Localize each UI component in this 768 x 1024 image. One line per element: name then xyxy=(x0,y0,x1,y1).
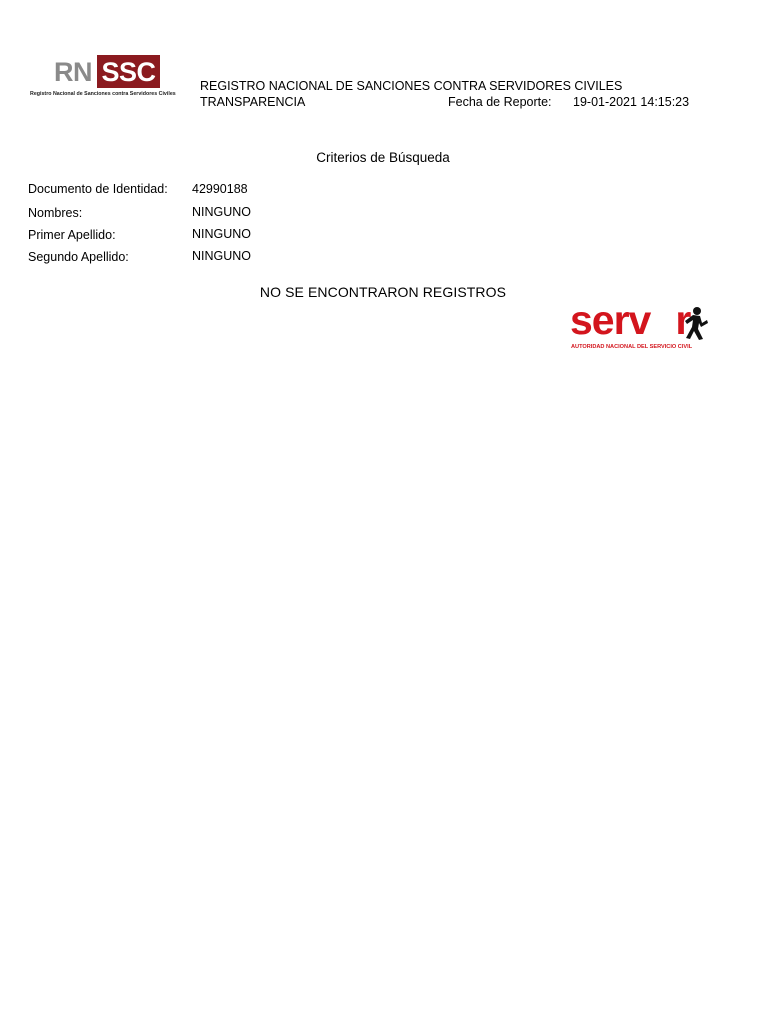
first-names-value: NINGUNO xyxy=(192,205,252,219)
report-date-label: Fecha de Reporte: xyxy=(448,95,552,109)
servir-logo-tagline: AUTORIDAD NACIONAL DEL SERVICIO CIVIL xyxy=(571,344,693,350)
document-id-value: 42990188 xyxy=(192,182,248,196)
document-id-label: Documento de Identidad: xyxy=(28,182,168,196)
rnssc-logo-highlight: SSC xyxy=(101,57,156,87)
second-surname-value: NINGUNO xyxy=(192,249,252,263)
report-date-value: 19-01-2021 14:15:23 xyxy=(573,95,690,109)
no-records-message: NO SE ENCONTRARON REGISTROS xyxy=(259,284,507,300)
first-surname-value: NINGUNO xyxy=(192,227,252,241)
second-surname-label: Segundo Apellido: xyxy=(28,250,129,264)
servir-logo-word-start: serv xyxy=(570,297,651,343)
servir-logo-word xyxy=(570,298,690,342)
criteria-title: Criterios de Búsqueda xyxy=(316,150,450,165)
first-surname-label: Primer Apellido: xyxy=(28,228,116,242)
report-title: REGISTRO NACIONAL DE SANCIONES CONTRA SERVIDORES CIVILES xyxy=(200,79,623,93)
servir-logo xyxy=(568,297,726,354)
rnssc-logo-tagline: Registro Nacional de Sanciones contra Servidores Civiles xyxy=(30,91,176,97)
first-names-label: Nombres: xyxy=(28,206,83,220)
rnssc-logo xyxy=(28,54,200,100)
report-section: TRANSPARENCIA xyxy=(200,95,306,109)
person-pushing-icon xyxy=(680,306,708,340)
rnssc-logo-prefix: RN xyxy=(54,57,92,87)
rnssc-logo-box xyxy=(97,55,160,88)
servir-logo-word-end: r xyxy=(675,297,691,343)
